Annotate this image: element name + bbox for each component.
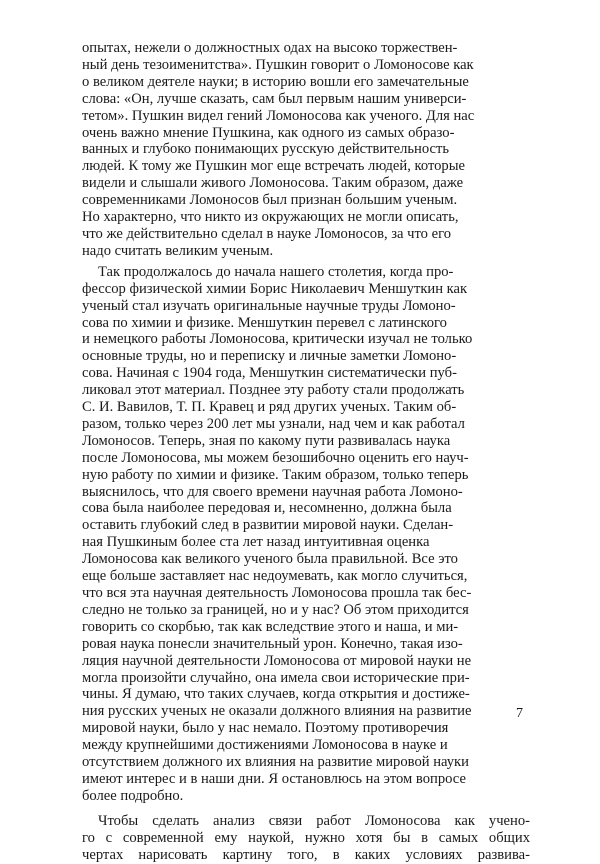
text-line: ную работу по химии и физике. Таким образом, только теперь [82,466,469,483]
text-line: ровая наука понесли значительный урон. Конечно, такая изо- [82,635,463,652]
text-line: современниками Ломоносов был признан большим ученым. [82,192,458,209]
text-line: очень важно мнение Пушкина, как одного из самых образо- [82,124,455,141]
text-line: что же действительно сделал в науке Ломоносов, за что его [82,225,452,242]
paragraph-gap [82,805,530,813]
text-line: фессор физической химии Борис Николаевич Меншуткин как [82,280,468,297]
text-line: Но характерно, что никто из окружающих не могли описать, [82,209,459,226]
text-line: следно не только за границей, но и у нас? Об этом приходится [82,601,469,618]
text-line: чертах нарисовать картину того, в каких условиях развива- [82,846,530,863]
paragraph-2 [82,264,530,805]
text-line: чины. Я думаю, что таких случаев, когда открытия и достиже- [82,686,470,703]
paragraph-1 [82,40,530,260]
text-line: выяснилось, что для своего времени научная работа Ломоно- [82,483,463,500]
text-line: имеют интерес и в наши дни. Я остановлюсь на этом вопросе [82,770,466,787]
text-line: основные труды, но и переписку и личные заметки Ломоно- [82,348,457,365]
text-line: сова. Начиная с 1904 года, Меншуткин систематически пуб- [82,365,457,382]
text-line: опытах, нежели о должностных одах на высоко торжествен- [82,40,458,56]
text-line: ванных и глубоко понимающих русскую действительность [82,141,450,158]
text-line: С. И. Вавилов, Т. П. Кравец и ряд других ученых. Таким об- [82,399,457,416]
text-line: Ломоносова как великого ученого была правильной. Все это [82,551,458,568]
text-line: после Ломоносова, мы можем безошибочно оценить его науч- [82,449,469,466]
text-line: сова была наиболее передовая и, несомненно, должна была [82,500,452,517]
text-line: говорить со скорбью, так как вследствие этого и наша, и ми- [82,618,459,635]
text-line: еще больше заставляет нас недоумевать, как могло случиться, [82,568,468,585]
text-line: Ломоносов. Теперь, зная по какому пути развивалась наука [82,432,451,449]
text-line: слова: «Он, лучше сказать, сам был первым нашим универси- [82,90,467,107]
text-line: о великом деятеле науки; в историю вошли его замечательные [82,73,469,90]
text-line: мировой науки, было у нас немало. Поэтому противоречия [82,720,449,737]
text-line: что вся эта научная деятельность Ломоносова прошла так бес- [82,585,472,601]
text-line: между крупнейшими достижениями Ломоносова в науке и [82,737,448,754]
text-line: ния русских ученых не оказали должного влияния на развитие [82,703,472,720]
text-line: оставить глубокий след в развитии мировой науки. Сделан- [82,517,454,534]
text-line: могла произойти случайно, она имела свои исторические при- [82,669,470,686]
paragraph-3 [82,813,530,864]
text-line: сова по химии и физике. Меншуткин перевел с латинского [82,314,447,331]
text-line: видели и слышали живого Ломоносова. Таким образом, даже [82,175,464,192]
text-line: ляция научной деятельности Ломоносова от мировой науки не [82,652,472,669]
text-line: тетом». Пушкин видел гений Ломоносова как ученого. Для нас [82,107,475,124]
text-line: людей. К тому же Пушкин мог еще встречать людей, которые [82,158,466,175]
text-line: ный день тезоименитства». Пушкин говорит о Ломоносове как [82,56,474,73]
text-line: го с современной ему наукой, нужно хотя бы в самых общих [82,829,530,846]
text-line: ученый стал изучать оригинальные научные труды Ломоно- [82,297,456,314]
text-line: надо считать великим ученым. [82,242,274,259]
page-number: 7 [516,706,523,721]
text-line: Чтобы сделать анализ связи работ Ломоносова как учено- [98,812,530,829]
text-line: ная Пушкиным более ста лет назад интуитивная оценка [82,534,430,551]
text-line: разом, только через 200 лет мы узнали, над чем и как работал [82,415,465,432]
text-line: Так продолжалось до начала нашего столетия, когда про- [98,263,454,280]
body-text [82,40,530,864]
text-line: ликовал этот материал. Позднее эту работу стали продолжать [82,382,465,399]
text-line: отсутствием должного их влияния на развитие мировой науки [82,754,469,771]
text-line: более подробно. [82,787,184,804]
text-line: и немецкого работы Ломоносова, критически изучал не только [82,331,473,348]
